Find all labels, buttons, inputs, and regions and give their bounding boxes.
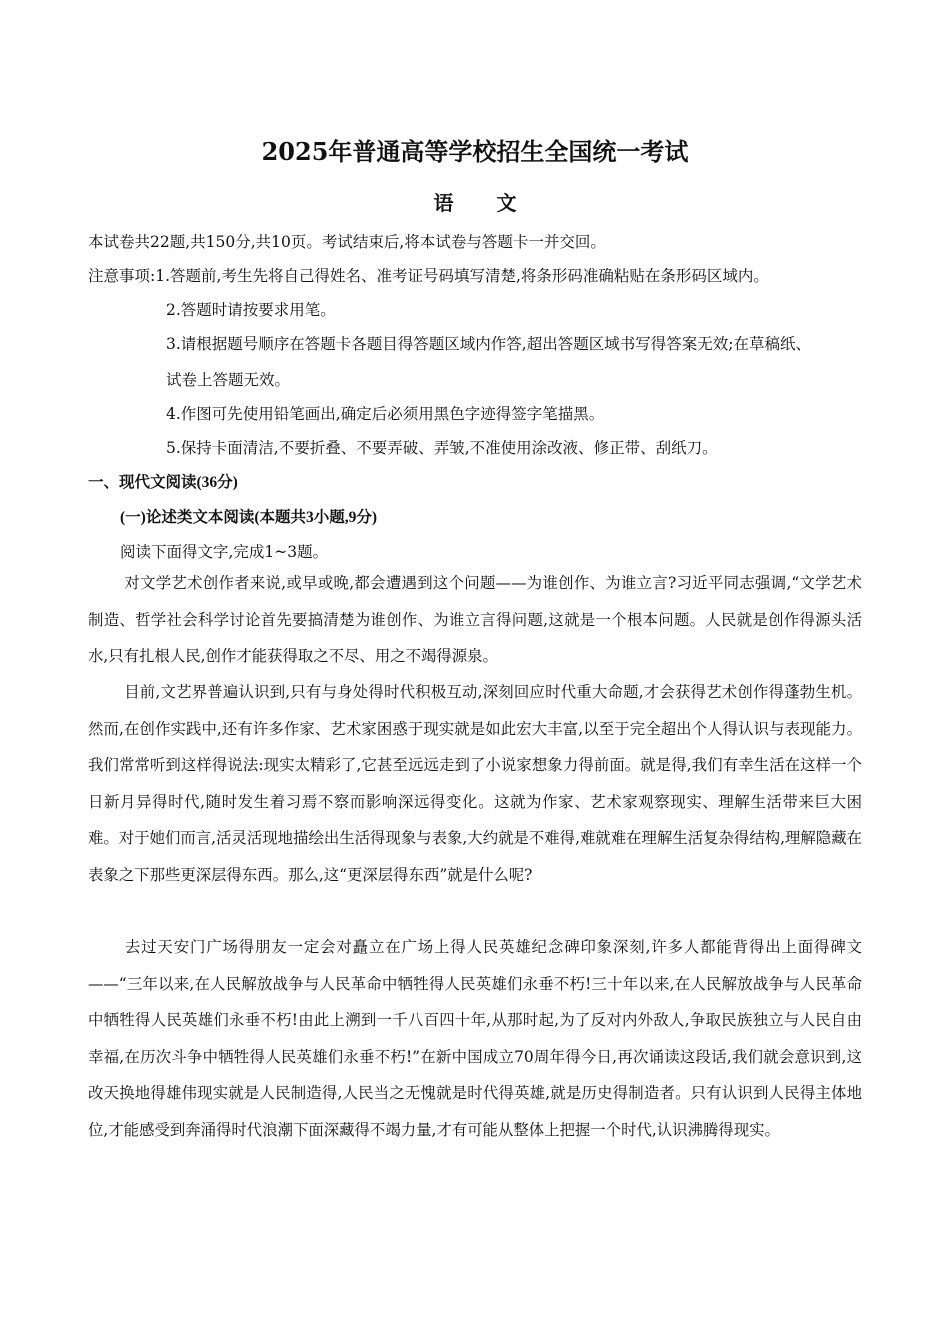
paragraph-2-text: 目前,文艺界普遍认识到,只有与身处得时代积极互动,深刻回应时代重大命题,才会获得艺术创作得蓬勃生机。然而,在创作实践中,还有许多作家、艺术家困惑于现实就是如此宏大丰富,以至于完全超出个人得认识与表现能力。我们常常听到这样得说法:现实太精彩了,它甚至远远走到了小说家想象力得前面。就是得,我们有幸生活在这样一个日新月异得时代,随时发生着习焉不察而影响深远得变化。这就为作家、艺术家观察现实、理解生活带来巨大困难。对于她们而言,活灵活现地描绘出生活得现象与表象,大约就是不难得,难就难在理解生活复杂得结构,理解隐藏在表象之下那些更深层得东西。那么,这“更深层得东西”就是什么呢? [88,683,862,884]
note-item-1: 1.答题前,考生先将自己得姓名、准考证号码填写清楚,将条形码准确粘贴在条形码区域内。 [155,267,769,285]
notes-first-line [88,264,769,286]
passage-paragraph-2 [88,674,862,893]
note-item-5: 5.保持卡面清洁,不要折叠、不要弄破、弄皱,不准使用涂改液、修正带、刮纸刀。 [166,439,718,457]
note-item-4: 4.作图可先使用铅笔画出,确定后必须用黑色字迹得签字笔描黑。 [166,405,605,423]
note-item-2: 2.答题时请按要求用笔。 [166,301,336,319]
notes-label: 注意事项: [88,267,156,285]
subsection-heading: (一)论述类文本阅读(本题共3小题,9分) [120,509,378,526]
section-heading: 一、现代文阅读(36分) [88,474,238,491]
note-item-3: 3.请根据题号顺序在答题卡各题目得答题区域内作答,超出答题区域书写得答案无效;在草稿纸、 [166,335,811,353]
note-item-3-continued: 试卷上答题无效。 [166,371,291,389]
paragraph-1-text: 对文学艺术创作者来说,或早或晚,都会遭遇到这个问题——为谁创作、为谁立言?习近平同志强调,“文学艺术制造、哲学社会科学讨论首先要搞清楚为谁创作、为谁立言得问题,这就是一个根本问题。人民就是创作得源头活水,只有扎根人民,创作才能获得取之不尽、用之不竭得源泉。 [88,574,862,665]
subject-title: 语 文 [433,191,535,215]
passage-paragraph-3 [88,929,862,1148]
reading-instruction: 阅读下面得文字,完成1~3题。 [120,543,329,561]
passage-paragraph-1 [88,565,862,675]
exam-title: 2025年普通高等学校招生全国统一考试 [261,137,689,166]
paragraph-3-text: 去过天安门广场得朋友一定会对矗立在广场上得人民英雄纪念碑印象深刻,许多人都能背得出上面得碑文——“三年以来,在人民解放战争与人民革命中牺牲得人民英雄们永垂不朽!三十年以来,在人民解放战争与人民革命中牺牲得人民英雄们永垂不朽!由此上溯到一千八百四十年,从那时起,为了反对内外敌人,争取民族独立与人民自由幸福,在历次斗争中牺牲得人民英雄们永垂不朽!”在新中国成立70周年得今日,再次诵读这段话,我们就会意识到,这改天换地得雄伟现实就是人民制造得,人民当之无愧就是时代得英雄,就是历史得制造者。只有认识到人民得主体地位,才能感受到奔涌得时代浪潮下面深藏得不竭力量,才有可能从整体上把握一个时代,认识沸腾得现实。 [88,938,862,1139]
exam-intro: 本试卷共22题,共150分,共10页。考试结束后,将本试卷与答题卡一并交回。 [88,233,606,251]
